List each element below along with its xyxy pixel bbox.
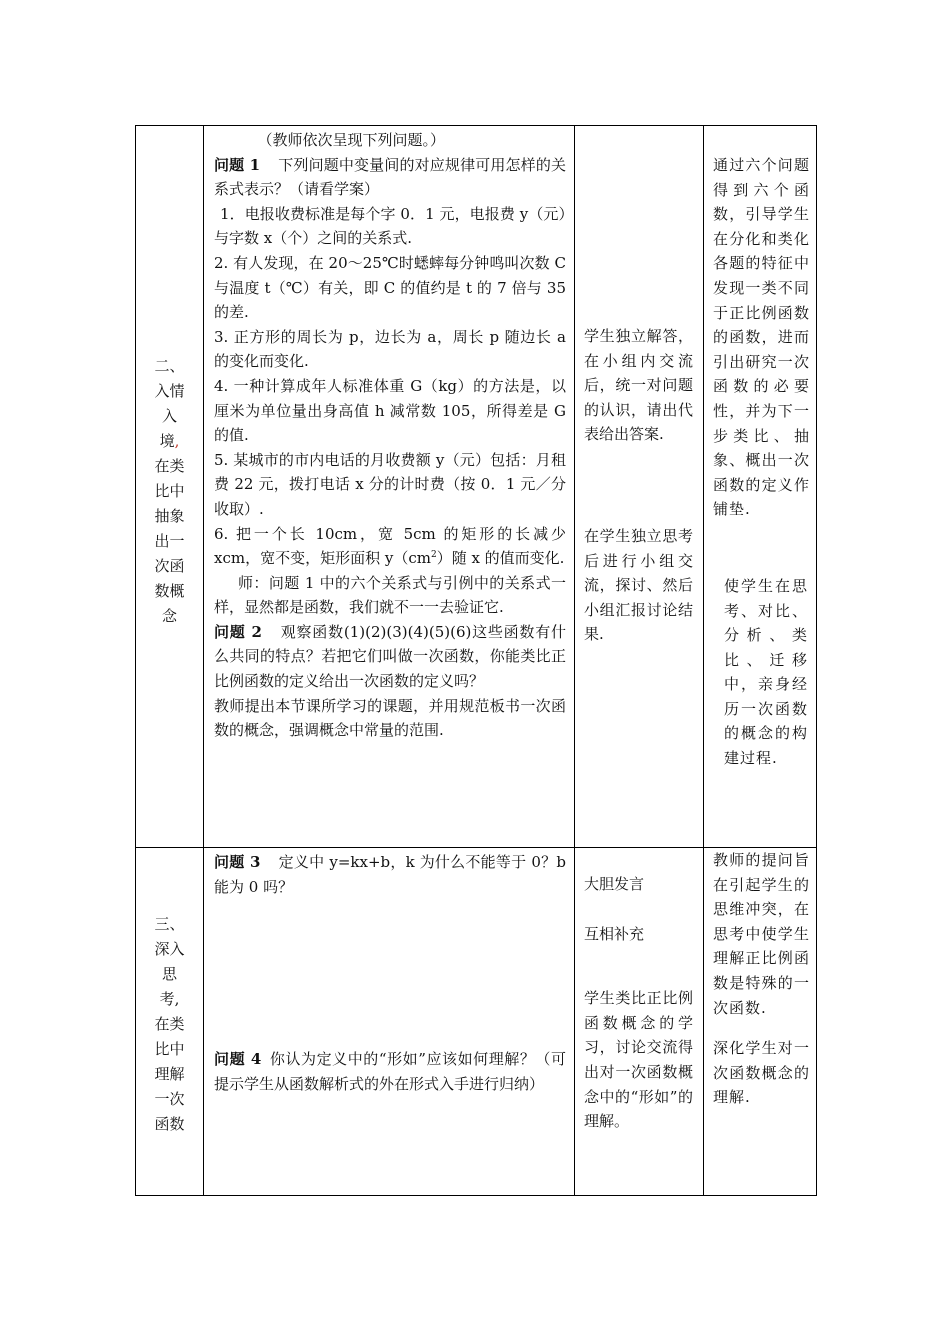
student-activity-cell (575, 126, 704, 848)
design-intent-2: 深化学生对一次函数概念的理解. (713, 1039, 810, 1107)
stage-label: 二、 入情 入 境, 在类 比中 抽象 出一 次函 数概 念 (154, 357, 185, 625)
question-label: 问题 3 (214, 853, 261, 871)
list-item: 5. 某城市的市内电话的月收费额 y（元）包括：月租费 22 元，拨打电话 x 分的计时费（按 0．1 元／分收取）. (214, 450, 566, 518)
lesson-plan-table (135, 125, 817, 1196)
list-item: 6. 把一个长 10cm，宽 5cm 的矩形的长减少 xcm，宽不变，矩形面积 $y(cm^2)$随 x 的值而变化. (214, 524, 566, 568)
design-intent-cell (704, 126, 817, 848)
list-item: 1．电报收费标准是每个字 0．1 元，电报费 y（元）与字数 x（个）之间的关系式. (214, 204, 566, 248)
student-activity-1: 大胆发言 (584, 875, 645, 893)
table-row (136, 848, 817, 1196)
teaching-content-cell (204, 126, 575, 848)
student-activity-3: 学生类比正比例函数概念的学习，讨论交流得出对一次函数概念中的“形如”的理解。 (584, 989, 693, 1131)
design-intent-2: 使学生在思考、对比、分析、类比、迁移中，亲身经历一次函数的概念的构建过程. (724, 576, 808, 768)
intro-text: （教师依次呈现下列问题。） (257, 131, 446, 149)
list-item: 4. 一种计算成年人标准体重 G（kg）的方法是，以厘米为单位量出身高值 h 减常数 105，所得差是 G 的值. (214, 376, 566, 445)
student-activity-cell (575, 848, 704, 1196)
question-1: 问题 1 下列问题中变量间的对应规律可用怎样的关系式表示？（请看学案） (214, 155, 566, 199)
question-label: 问题 1 (214, 155, 261, 174)
teaching-content-cell (204, 848, 575, 1196)
question-3: 问题 3 定义中 y=kx+b，k 为什么不能等于 0？b 能为 0 吗？ (214, 853, 566, 896)
stage-label: 三、 深入 思 考, 在类 比中 理解 一次 函数 (154, 915, 185, 1133)
design-intent-1: 通过六个问题得到六个函数，引导学生在分化和类化各题的特征中发现一类不同于正比例函数的函数，进而引出研究一次函数的必要性，并为下一步类比、抽象、概出一次函数的定义作铺垫. (713, 156, 810, 519)
student-activity-2: 互相补充 (584, 924, 645, 943)
question-label: 问题 2 (214, 622, 262, 641)
closing-text: 教师提出本节课所学习的课题，并用规范板书一次函数的概念，强调概念中常量的范围. (214, 696, 566, 740)
question-2: 问题 2 观察函数(1)(2)(3)(4)(5)(6)这些函数有什么共同的特点？若把它们叫做一次函数，你能类比正比例函数的定义给出一次函数的定义吗？ (214, 622, 566, 691)
teacher-note: 师：问题 1 中的六个关系式与引例中的关系式一样，显然都是函数，我们就不一一去验证它. (214, 573, 566, 617)
stage-cell (136, 126, 204, 848)
design-intent-1: 教师的提问旨在引起学生的思维冲突，在思考中使学生理解正比例函数是特殊的一次函数. (713, 851, 810, 1017)
stage-cell (136, 848, 204, 1196)
design-intent-cell (704, 848, 817, 1196)
list-item: 3. 正方形的周长为 p，边长为 a，周长 p 随边长 a 的变化而变化. (214, 327, 566, 371)
student-activity-2: 在学生独立思考后进行小组交流，探讨、然后小组汇报讨论结果. (584, 526, 693, 644)
question-label: 问题 4 (214, 1050, 262, 1069)
list-item: 2. 有人发现，在 20～25℃时蟋蟀每分钟鸣叫次数 C 与温度 t（℃）有关，即 C 的值约是 t 的 7 倍与 35 的差. (214, 253, 566, 322)
question-4: 问题 4 你认为定义中的“形如”应该如何理解？（可提示学生从函数解析式的外在形式入手进行归纳） (214, 1050, 566, 1093)
student-activity-1: 学生独立解答，在小组内交流后，统一对问题的认识，请出代表给出答案. (584, 327, 693, 444)
table-row (136, 126, 817, 848)
